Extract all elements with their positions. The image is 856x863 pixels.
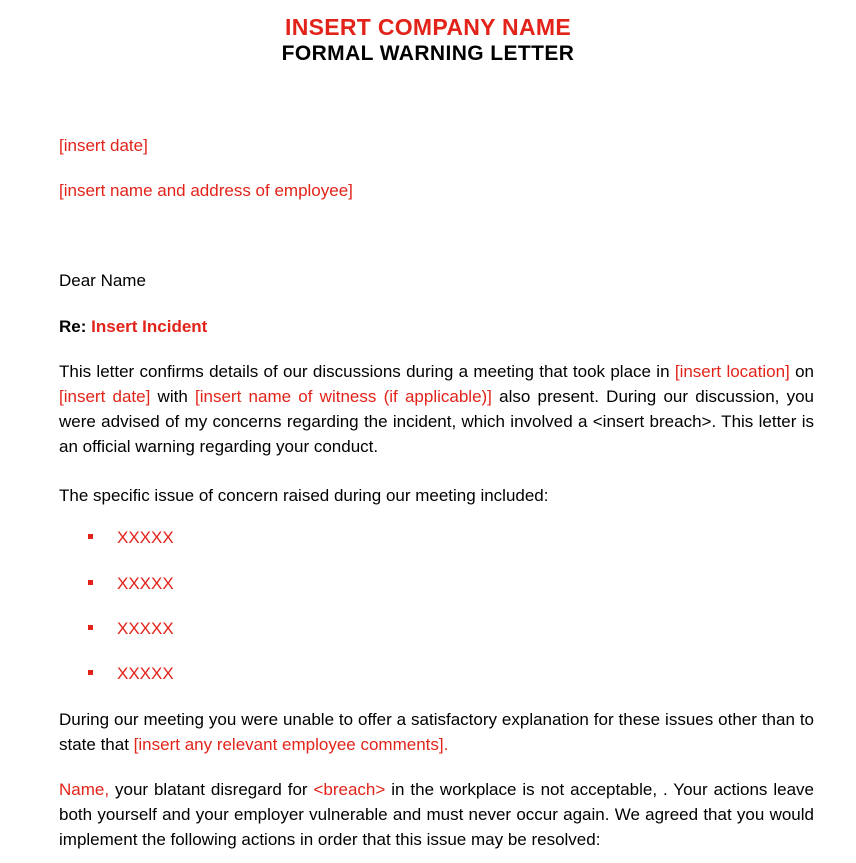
employee-name-placeholder: Name, bbox=[59, 780, 110, 799]
subject-line bbox=[59, 317, 207, 337]
location-placeholder: [insert location] bbox=[674, 362, 790, 381]
p4-text-1: your blatant disregard for bbox=[109, 780, 314, 799]
breach-placeholder: <breach> bbox=[313, 780, 386, 799]
p1-text-4: also present. During our discussion, you were advised of my concerns regarding the incident, which involved a <insert breach>. This letter is an official warning regarding your conduct. bbox=[59, 387, 814, 456]
employee-comments-placeholder: [insert any relevant employee comments]. bbox=[133, 735, 449, 754]
p3-text-1: During our meeting you were unable to offer a satisfactory explanation for these issues other than to state that bbox=[59, 710, 814, 754]
document-title: FORMAL WARNING LETTER bbox=[281, 42, 575, 65]
list-item bbox=[88, 574, 174, 594]
employee-address-placeholder: [insert name and address of employee] bbox=[59, 181, 353, 200]
paragraph-explanation bbox=[59, 707, 814, 757]
list-item-text: XXXXX bbox=[117, 528, 174, 547]
bullet-square-icon bbox=[88, 580, 93, 585]
bullet-square-icon bbox=[88, 534, 93, 539]
bullet-square-icon bbox=[88, 625, 93, 630]
date-placeholder: [insert date] bbox=[59, 136, 148, 155]
bullet-square-icon bbox=[88, 670, 93, 675]
p1-text-3: with bbox=[150, 387, 196, 406]
paragraph-disregard bbox=[59, 777, 814, 852]
p1-text-2: on bbox=[789, 362, 815, 381]
list-item bbox=[88, 664, 174, 684]
salutation: Dear Name bbox=[59, 271, 146, 290]
witness-placeholder: [insert name of witness (if applicable)] bbox=[195, 387, 492, 406]
subject-value: Insert Incident bbox=[91, 317, 208, 336]
list-item bbox=[88, 619, 174, 639]
subject-label: Re: bbox=[59, 317, 87, 336]
meeting-date-placeholder: [insert date] bbox=[59, 387, 151, 406]
list-item bbox=[88, 528, 174, 548]
list-item-text: XXXXX bbox=[117, 664, 174, 683]
p1-text-1: This letter confirms details of our discussions during a meeting that took place in bbox=[59, 362, 675, 381]
p4-text-2: in the workplace is not acceptable, . Your actions leave both yourself and your employer vulnerable and must never occur again. We agreed that you would implement the following actions in order that this issue may be resolved: bbox=[59, 780, 814, 849]
paragraph-issues-intro: The specific issue of concern raised during our meeting included: bbox=[59, 486, 549, 505]
company-name-placeholder: INSERT COMPANY NAME bbox=[285, 14, 571, 40]
list-item-text: XXXXX bbox=[117, 574, 174, 593]
list-item-text: XXXXX bbox=[117, 619, 174, 638]
paragraph-meeting-details bbox=[59, 359, 814, 459]
